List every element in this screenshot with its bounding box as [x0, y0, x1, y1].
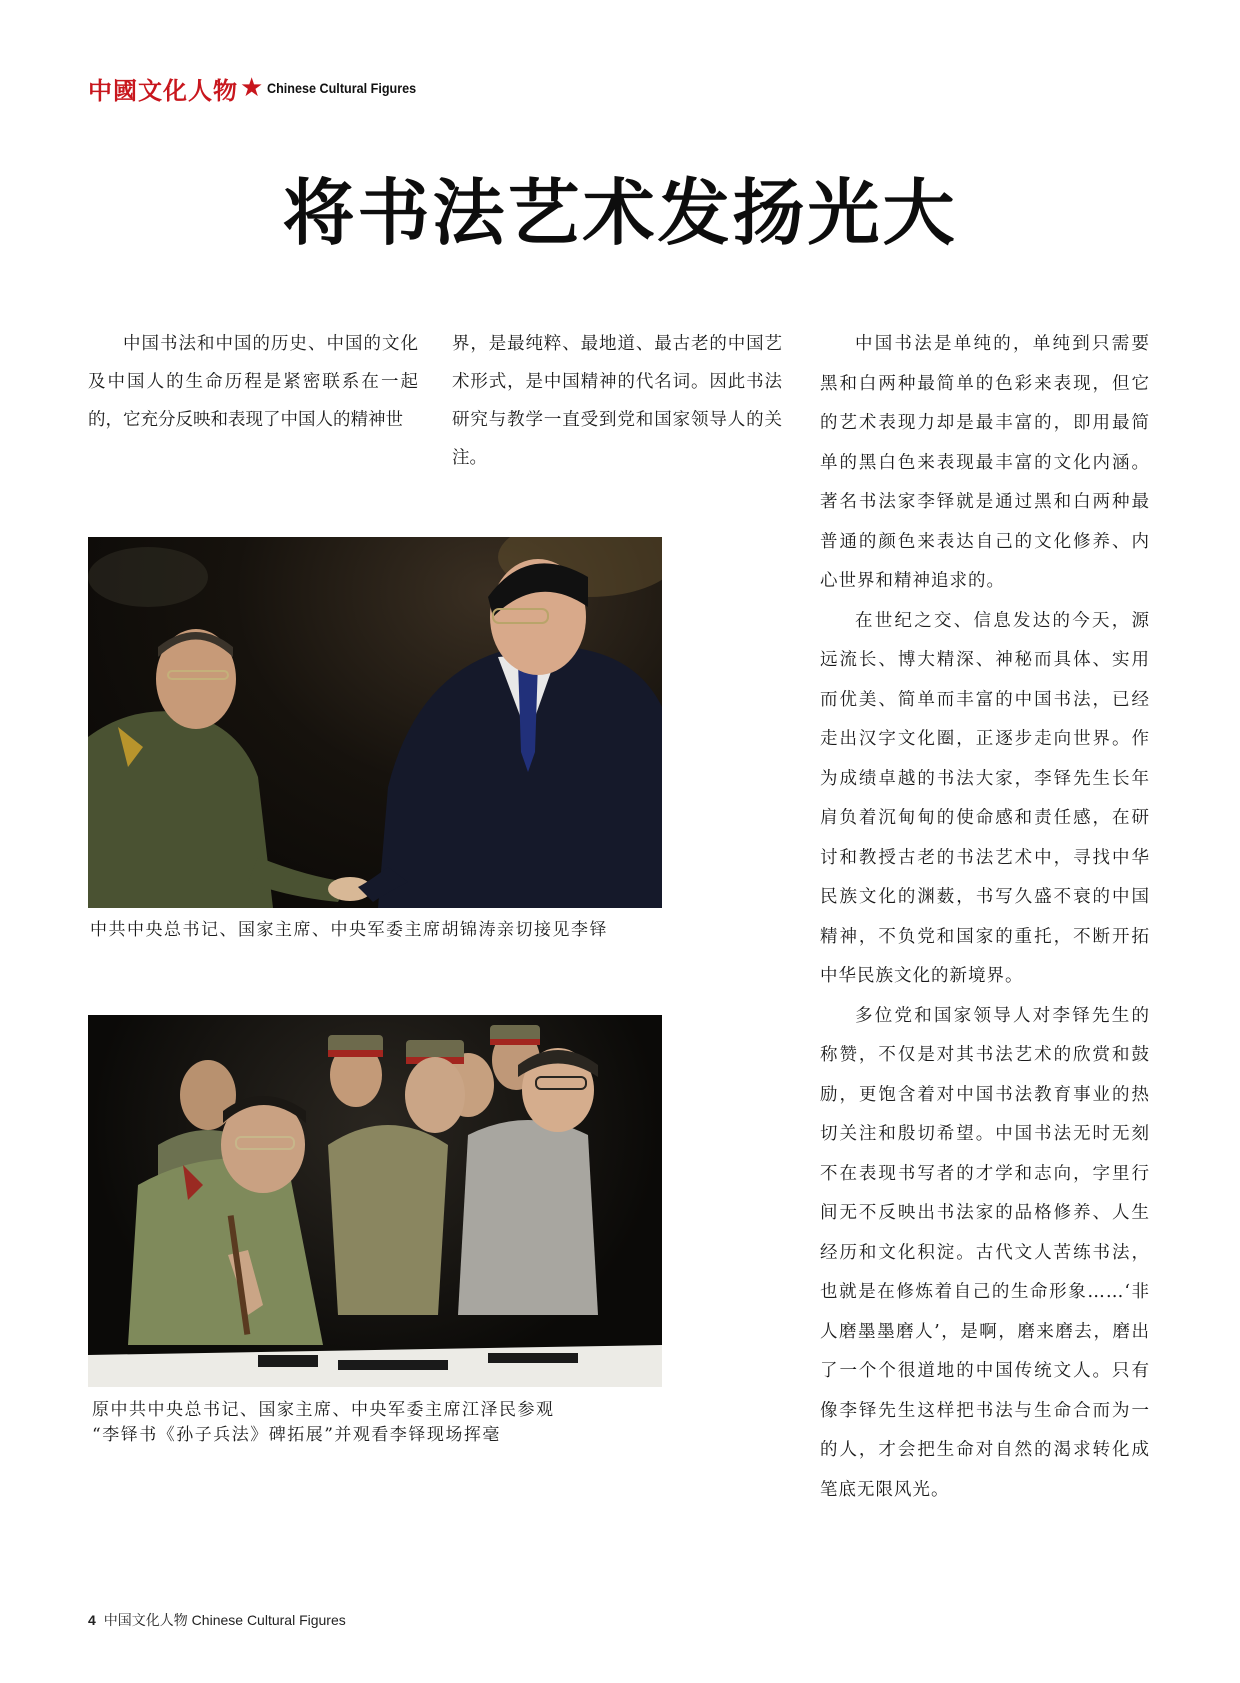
caption-line-1: 原中共中央总书记、国家主席、中央军委主席江泽民参观	[92, 1400, 555, 1420]
right-paragraph-2: 在世纪之交、信息发达的今天，源远流长、博大精深、神秘而具体、实用而优美、简单而丰富的中国书法，已经走出汉字文化圈，正逐步走向世界。作为成绩卓越的书法大家，李铎先生长年肩负着沉甸甸的使命感和责任感，在研讨和教授古老的书法艺术中，寻找中华民族文化的渊薮，书写久盛不衰的中国精神，不负党和国家的重托，不断开拓中华民族文化的新境界。	[820, 610, 1150, 986]
page-title: 将书法艺术发扬光大	[282, 171, 958, 255]
photo-handshake-caption: 中共中央总书记、国家主席、中央军委主席胡锦涛亲切接见李铎	[90, 920, 608, 940]
intro-text-part-2: 界，是最纯粹、最地道、最古老的中国艺术形式，是中国精神的代名词。因此书法研究与教学一直受到党和国家领导人的关注。	[452, 334, 782, 468]
page-number: 4	[88, 1612, 96, 1628]
photo-handshake-illustration	[88, 537, 662, 908]
photo-calligraphy-illustration	[88, 1015, 662, 1387]
right-paragraph-1: 中国书法是单纯的，单纯到只需要黑和白两种最简单的色彩来表现，但它的艺术表现力却是最丰富的，即用最简单的黑白色来表现最丰富的文化内涵。著名书法家李铎就是通过黑和白两种最普通的颜色来表达自己的文化修养、内心世界和精神追求的。	[820, 334, 1150, 591]
footer-publication: 中国文化人物 Chinese Cultural Figures	[103, 1612, 346, 1628]
intro-column-1	[88, 325, 418, 439]
page-footer	[88, 1610, 346, 1630]
right-paragraph-3: 多位党和国家领导人对李铎先生的称赞，不仅是对其书法艺术的欣赏和鼓励，更饱含着对中国书法教育事业的热切关注和殷切希望。中国书法无时无刻不在表现书写者的才学和志向，字里行间无不反映出书法家的品格修养、人生经历和文化积淀。古代文人苦练书法，也就是在修炼着自己的生命形象……‘非人磨墨墨磨人’，是啊，磨来磨去，磨出了一个个很道地的中国传统文人。只有像李铎先生这样把书法与生命合而为一的人，才会把生命对自然的渴求转化成笔底无限风光。	[820, 1005, 1150, 1500]
caption-line-2: “李铎书《孙子兵法》碑拓展”并观看李铎现场挥毫	[92, 1425, 501, 1445]
right-column	[820, 325, 1150, 1510]
photo-handshake	[88, 537, 662, 908]
intro-column-2	[452, 325, 782, 477]
masthead-english-title: Chinese Cultural Figures	[267, 80, 417, 96]
photo-calligraphy-caption	[92, 1398, 672, 1448]
photo-calligraphy	[88, 1015, 662, 1387]
intro-text-part-1: 中国书法和中国的历史、中国的文化及中国人的生命历程是紧密联系在一起的，它充分反映和表现了中国人的精神世	[88, 334, 418, 430]
masthead-chinese-title: 中國文化人物	[88, 75, 238, 105]
star-icon: ★	[240, 73, 264, 103]
masthead	[88, 72, 433, 104]
